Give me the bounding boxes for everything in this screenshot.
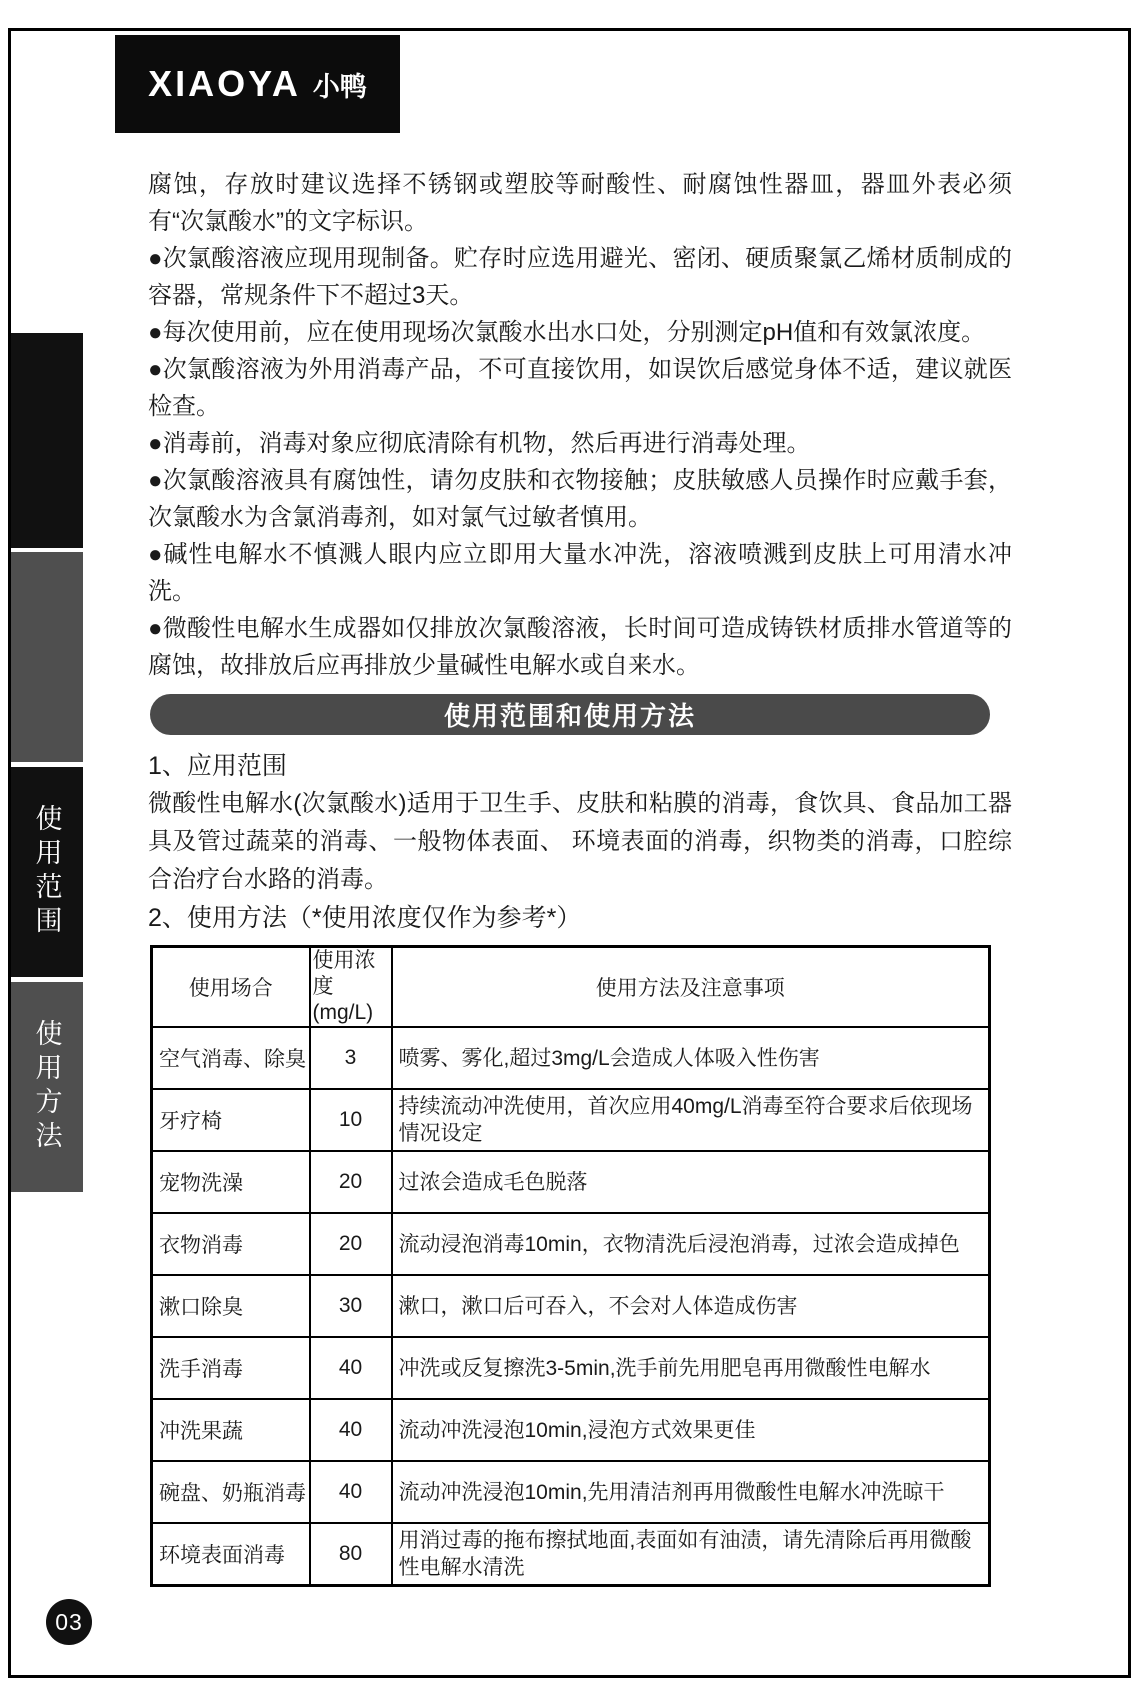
intro-paragraph: ●次氯酸溶液具有腐蚀性，请勿皮肤和衣物接触；皮肤敏感人员操作时应戴手套，次氯酸水为含氯消毒剂，如对氯气过敏者慎用。	[148, 467, 1012, 531]
cell-concentration: 20	[310, 1151, 392, 1213]
intro-paragraph: ●微酸性电解水生成器如仅排放次氯酸溶液，长时间可造成铸铁材质排水管道等的腐蚀，故排放后应再排放少量碱性电解水或自来水。	[148, 615, 1012, 679]
sidebar-tab-usage-method	[11, 982, 83, 1192]
section-title-bar: 使用范围和使用方法	[150, 694, 990, 735]
cell-method: 漱口，漱口后可吞入，不会对人体造成伤害	[392, 1275, 990, 1337]
cell-method: 持续流动冲洗使用，首次应用40mg/L消毒至符合要求后依现场情况设定	[392, 1089, 990, 1151]
cell-scene: 洗手消毒	[152, 1337, 310, 1399]
usage-table-header-row	[152, 947, 990, 1028]
column-header-concentration-line1: 使用浓度	[312, 949, 376, 998]
method-heading: 2、使用方法（*使用浓度仅作为参考*）	[148, 904, 582, 932]
scope-heading: 1、应用范围	[148, 752, 287, 780]
cell-concentration: 40	[310, 1461, 392, 1523]
cell-concentration: 30	[310, 1275, 392, 1337]
cell-scene: 环境表面消毒	[152, 1523, 310, 1585]
cell-scene: 牙疗椅	[152, 1089, 310, 1151]
sidebar-block-2	[11, 552, 83, 762]
intro-paragraph: 腐蚀，存放时建议选择不锈钢或塑胶等耐酸性、耐腐蚀性器皿，器皿外表必须有“次氯酸水”的文字标识。	[148, 171, 1012, 235]
cell-concentration: 40	[310, 1399, 392, 1461]
sidebar-tab-usage-method-label: 使用方法	[31, 1019, 62, 1155]
brand-name-chinese: 小鸭	[312, 71, 367, 102]
scope-body: 微酸性电解水(次氯酸水)适用于卫生手、皮肤和粘膜的消毒，食饮具、食品加工器具及管过蔬菜的消毒、一般物体表面、 环境表面的消毒，织物类的消毒，口腔综合治疗台水路的消毒。	[148, 790, 1012, 893]
cell-scene: 衣物消毒	[152, 1213, 310, 1275]
cell-method: 过浓会造成毛色脱落	[392, 1151, 990, 1213]
table-row	[152, 1275, 990, 1337]
usage-table	[150, 945, 991, 1587]
cell-method: 流动冲洗浸泡10min,先用清洁剂再用微酸性电解水冲洗晾干	[392, 1461, 990, 1523]
brand-name-latin: XIAOYA	[148, 63, 301, 104]
sidebar-tab-usage-scope	[11, 767, 83, 977]
cell-method: 流动浸泡消毒10min，衣物清洗后浸泡消毒，过浓会造成掉色	[392, 1213, 990, 1275]
cell-method: 用消过毒的拖布擦拭地面,表面如有油渍，请先清除后再用微酸性电解水清洗	[392, 1523, 990, 1585]
cell-scene: 冲洗果蔬	[152, 1399, 310, 1461]
cell-scene: 空气消毒、除臭	[152, 1027, 310, 1089]
cell-scene: 宠物洗澡	[152, 1151, 310, 1213]
table-row	[152, 1523, 990, 1585]
sidebar-tab-usage-scope-label: 使用范围	[31, 804, 62, 940]
table-row	[152, 1151, 990, 1213]
cell-concentration: 80	[310, 1523, 392, 1585]
intro-paragraph: ●每次使用前，应在使用现场次氯酸水出水口处，分别测定pH值和有效氯浓度。	[148, 319, 986, 346]
table-row	[152, 1461, 990, 1523]
table-row	[152, 1213, 990, 1275]
page-number-badge: 03	[46, 1599, 92, 1645]
cell-concentration: 40	[310, 1337, 392, 1399]
intro-paragraph: ●消毒前，消毒对象应彻底清除有机物，然后再进行消毒处理。	[148, 430, 811, 457]
cell-concentration: 10	[310, 1089, 392, 1151]
table-row	[152, 1089, 990, 1151]
cell-concentration: 20	[310, 1213, 392, 1275]
cell-concentration: 3	[310, 1027, 392, 1089]
intro-paragraph: ●碱性电解水不慎溅人眼内应立即用大量水冲洗，溶液喷溅到皮肤上可用清水冲洗。	[148, 541, 1012, 605]
table-row	[152, 1337, 990, 1399]
column-header-scene: 使用场合	[152, 947, 310, 1028]
column-header-concentration-line2: (mg/L)	[312, 1001, 374, 1024]
table-row	[152, 1027, 990, 1089]
cell-scene: 漱口除臭	[152, 1275, 310, 1337]
sidebar-block-1	[11, 333, 83, 548]
cell-scene: 碗盘、奶瓶消毒	[152, 1461, 310, 1523]
cell-method: 喷雾、雾化,超过3mg/L会造成人体吸入性伤害	[392, 1027, 990, 1089]
intro-paragraph: ●次氯酸溶液为外用消毒产品，不可直接饮用，如误饮后感觉身体不适，建议就医检查。	[148, 356, 1012, 420]
table-row	[152, 1399, 990, 1461]
brand-logo	[115, 35, 400, 133]
column-header-method: 使用方法及注意事项	[392, 947, 990, 1028]
cell-method: 流动冲洗浸泡10min,浸泡方式效果更佳	[392, 1399, 990, 1461]
column-header-concentration	[310, 947, 392, 1028]
cell-method: 冲洗或反复擦洗3-5min,洗手前先用肥皂再用微酸性电解水	[392, 1337, 990, 1399]
page-content	[148, 166, 1012, 1587]
intro-paragraph: ●次氯酸溶液应现用现制备。贮存时应选用避光、密闭、硬质聚氯乙烯材质制成的容器，常规条件下不超过3天。	[148, 245, 1012, 309]
